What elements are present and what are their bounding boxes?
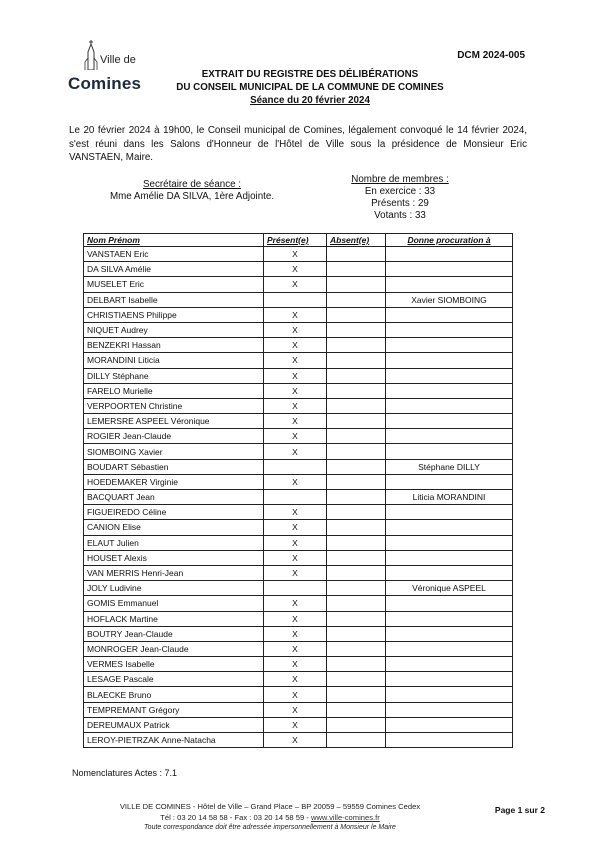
cell-absent: [327, 505, 386, 520]
cell-proxy: [386, 702, 513, 717]
cell-present: [264, 292, 327, 307]
cell-proxy: [386, 611, 513, 626]
cell-present: X: [264, 429, 327, 444]
header-name: Nom Prénom: [84, 234, 264, 247]
page-number: Page 1 sur 2: [494, 805, 545, 815]
cell-name: BOUTRY Jean-Claude: [84, 626, 264, 641]
cell-name: VERMES Isabelle: [84, 657, 264, 672]
cell-absent: [327, 626, 386, 641]
table-row: [84, 596, 513, 611]
cell-present: X: [264, 322, 327, 337]
cell-absent: [327, 520, 386, 535]
cell-name: FARELO Murielle: [84, 383, 264, 398]
cell-present: X: [264, 702, 327, 717]
table-row: [84, 641, 513, 656]
table-row: [84, 368, 513, 383]
cell-absent: [327, 565, 386, 580]
cell-proxy: [386, 565, 513, 580]
cell-name: VANSTAEN Eric: [84, 247, 264, 262]
cell-proxy: [386, 247, 513, 262]
cell-present: X: [264, 414, 327, 429]
table-row: [84, 687, 513, 702]
comines-logo: [64, 40, 156, 100]
cell-name: GOMIS Emmanuel: [84, 596, 264, 611]
table-row: [84, 247, 513, 262]
cell-absent: [327, 611, 386, 626]
cell-present: X: [264, 398, 327, 413]
footer-notice: Toute correspondance doit être adressée impersonnellement à Monsieur le Maire: [144, 824, 396, 831]
table-row: [84, 565, 513, 580]
cell-present: X: [264, 474, 327, 489]
cell-present: X: [264, 717, 327, 732]
cell-name: ELAUT Julien: [84, 535, 264, 550]
cell-name: ROGIER Jean-Claude: [84, 429, 264, 444]
footer: [90, 802, 550, 834]
secretary-block: [92, 179, 292, 203]
table-row: [84, 520, 513, 535]
cell-absent: [327, 490, 386, 505]
cell-name: MORANDINI Liticia: [84, 353, 264, 368]
cell-proxy: [386, 550, 513, 565]
cell-absent: [327, 535, 386, 550]
footer-website-link[interactable]: www.ville-comines.fr: [310, 812, 380, 822]
logo-ville-text: Ville de: [100, 54, 136, 66]
table-row: [84, 444, 513, 459]
footer-contact: [90, 813, 450, 824]
cell-absent: [327, 641, 386, 656]
cell-proxy: [386, 520, 513, 535]
table-row: [84, 505, 513, 520]
cell-proxy: [386, 535, 513, 550]
table-row: [84, 307, 513, 322]
cell-present: X: [264, 657, 327, 672]
cell-name: BOUDART Sébastien: [84, 459, 264, 474]
cell-name: CANION Elise: [84, 520, 264, 535]
cell-name: MUSELET Eric: [84, 277, 264, 292]
cell-proxy: Véronique ASPEEL: [386, 581, 513, 596]
members-heading: Nombre de membres :: [351, 174, 449, 185]
logo-comines-text: Comines: [68, 74, 142, 93]
table-row: [84, 353, 513, 368]
cell-present: X: [264, 611, 327, 626]
header-absent: Absent(e): [327, 234, 386, 247]
table-row: [84, 672, 513, 687]
footer-address: VILLE DE COMINES - Hôtel de Ville – Grand Place – BP 20059 – 59559 Comines Cedex: [119, 802, 421, 811]
cell-name: HOUSET Alexis: [84, 550, 264, 565]
cell-absent: [327, 474, 386, 489]
cell-name: BACQUART Jean: [84, 490, 264, 505]
cell-name: MONROGER Jean-Claude: [84, 641, 264, 656]
cell-name: VAN MERRIS Henri-Jean: [84, 565, 264, 580]
cell-absent: [327, 247, 386, 262]
cell-present: X: [264, 733, 327, 748]
cell-proxy: [386, 505, 513, 520]
cell-absent: [327, 262, 386, 277]
cell-name: DILLY Stéphane: [84, 368, 264, 383]
cell-proxy: [386, 383, 513, 398]
church-icon: [84, 40, 98, 70]
cell-proxy: [386, 444, 513, 459]
cell-proxy: Stéphane DILLY: [386, 459, 513, 474]
cell-absent: [327, 717, 386, 732]
cell-proxy: [386, 307, 513, 322]
cell-absent: [327, 733, 386, 748]
members-block: [340, 174, 460, 222]
cell-proxy: [386, 641, 513, 656]
cell-present: X: [264, 353, 327, 368]
cell-present: X: [264, 505, 327, 520]
cell-name: BENZEKRI Hassan: [84, 338, 264, 353]
cell-name: TEMPREMANT Grégory: [84, 702, 264, 717]
cell-present: X: [264, 444, 327, 459]
cell-absent: [327, 429, 386, 444]
cell-present: X: [264, 520, 327, 535]
cell-absent: [327, 383, 386, 398]
members-en-exercice: En exercice : 33: [364, 186, 436, 197]
cell-proxy: [386, 626, 513, 641]
table-row: [84, 277, 513, 292]
cell-proxy: [386, 353, 513, 368]
cell-proxy: [386, 322, 513, 337]
cell-proxy: [386, 262, 513, 277]
cell-proxy: Xavier SIOMBOING: [386, 292, 513, 307]
cell-absent: [327, 657, 386, 672]
cell-name: DELBART Isabelle: [84, 292, 264, 307]
cell-absent: [327, 672, 386, 687]
cell-present: X: [264, 383, 327, 398]
members-presents: Présents : 29: [371, 198, 429, 209]
cell-present: X: [264, 247, 327, 262]
cell-present: [264, 459, 327, 474]
table-row: [84, 292, 513, 307]
cell-name: DEREUMAUX Patrick: [84, 717, 264, 732]
cell-present: [264, 490, 327, 505]
cell-name: HOEDEMAKER Virginie: [84, 474, 264, 489]
cell-proxy: [386, 657, 513, 672]
cell-absent: [327, 292, 386, 307]
table-row: [84, 702, 513, 717]
title-line-2: DU CONSEIL MUNICIPAL DE LA COMMUNE DE COMINES: [176, 82, 444, 93]
table-row: [84, 657, 513, 672]
table-row: [84, 383, 513, 398]
members-votants: Votants : 33: [374, 210, 426, 221]
table-row: [84, 322, 513, 337]
cell-present: X: [264, 565, 327, 580]
cell-proxy: [386, 596, 513, 611]
cell-absent: [327, 444, 386, 459]
cell-absent: [327, 398, 386, 413]
header-proxy: Donne procuration à: [386, 234, 513, 247]
table-row: [84, 611, 513, 626]
table-row: [84, 581, 513, 596]
table-row: [84, 429, 513, 444]
cell-absent: [327, 702, 386, 717]
attendance-rows: [84, 247, 513, 748]
cell-proxy: [386, 277, 513, 292]
secretary-name: Mme Amélie DA SILVA, 1ère Adjointe.: [109, 191, 275, 202]
cell-name: JOLY Ludivine: [84, 581, 264, 596]
cell-absent: [327, 550, 386, 565]
intro-paragraph: Le 20 février 2024 à 19h00, le Conseil municipal de Comines, légalement convoqué le 14 février 2024, s'est réuni dans les Salons d'Honneur de l'Hôtel de Ville sous la présidence de Monsieur Eric VANSTAEN, Maire.: [69, 125, 527, 163]
cell-name: BLAECKE Bruno: [84, 687, 264, 702]
cell-absent: [327, 322, 386, 337]
cell-present: X: [264, 277, 327, 292]
cell-proxy: [386, 717, 513, 732]
cell-name: CHRISTIAENS Philippe: [84, 307, 264, 322]
table-header-row: [84, 234, 513, 247]
secretary-heading: Secrétaire de séance :: [142, 179, 242, 190]
table-row: [84, 338, 513, 353]
attendance-table: [83, 233, 513, 748]
table-row: [84, 733, 513, 748]
table-row: [84, 474, 513, 489]
table-row: [84, 717, 513, 732]
cell-name: FIGUEIREDO Céline: [84, 505, 264, 520]
cell-proxy: [386, 733, 513, 748]
cell-absent: [327, 687, 386, 702]
cell-proxy: [386, 414, 513, 429]
nomenclature: Nomenclatures Actes : 7.1: [72, 768, 178, 778]
cell-name: VERPOORTEN Christine: [84, 398, 264, 413]
cell-present: X: [264, 550, 327, 565]
cell-absent: [327, 596, 386, 611]
header-present: Présent(e): [264, 234, 327, 247]
cell-name: LEROY-PIETRZAK Anne-Natacha: [84, 733, 264, 748]
cell-name: LESAGE Pascale: [84, 672, 264, 687]
cell-present: X: [264, 368, 327, 383]
cell-proxy: [386, 429, 513, 444]
table-row: [84, 490, 513, 505]
cell-name: NIQUET Audrey: [84, 322, 264, 337]
cell-present: X: [264, 641, 327, 656]
cell-proxy: [386, 687, 513, 702]
cell-name: HOFLACK Martine: [84, 611, 264, 626]
cell-proxy: Liticia MORANDINI: [386, 490, 513, 505]
cell-proxy: [386, 398, 513, 413]
title-line-1: EXTRAIT DU REGISTRE DES DÉLIBÉRATIONS: [201, 69, 419, 80]
cell-present: X: [264, 307, 327, 322]
cell-proxy: [386, 338, 513, 353]
session-date: Séance du 20 février 2024: [250, 95, 370, 106]
cell-absent: [327, 459, 386, 474]
cell-present: X: [264, 626, 327, 641]
cell-name: DA SILVA Amélie: [84, 262, 264, 277]
cell-present: [264, 581, 327, 596]
cell-name: SIOMBOING Xavier: [84, 444, 264, 459]
cell-present: X: [264, 672, 327, 687]
cell-absent: [327, 277, 386, 292]
cell-proxy: [386, 474, 513, 489]
cell-absent: [327, 307, 386, 322]
cell-present: X: [264, 262, 327, 277]
table-row: [84, 262, 513, 277]
table-row: [84, 535, 513, 550]
table-row: [84, 398, 513, 413]
cell-name: LEMERSRE ASPEEL Véronique: [84, 414, 264, 429]
cell-absent: [327, 581, 386, 596]
table-row: [84, 414, 513, 429]
cell-present: X: [264, 687, 327, 702]
cell-present: X: [264, 596, 327, 611]
cell-proxy: [386, 672, 513, 687]
table-row: [84, 626, 513, 641]
cell-present: X: [264, 338, 327, 353]
document-reference: DCM 2024-005: [457, 50, 525, 61]
footer-phone: Tél : 03 20 14 58 58 - Fax : 03 20 14 58 59 -: [160, 812, 309, 822]
cell-absent: [327, 353, 386, 368]
cell-absent: [327, 338, 386, 353]
cell-proxy: [386, 368, 513, 383]
cell-absent: [327, 414, 386, 429]
cell-present: X: [264, 535, 327, 550]
table-row: [84, 550, 513, 565]
table-row: [84, 459, 513, 474]
cell-absent: [327, 368, 386, 383]
document-title: [150, 68, 470, 107]
